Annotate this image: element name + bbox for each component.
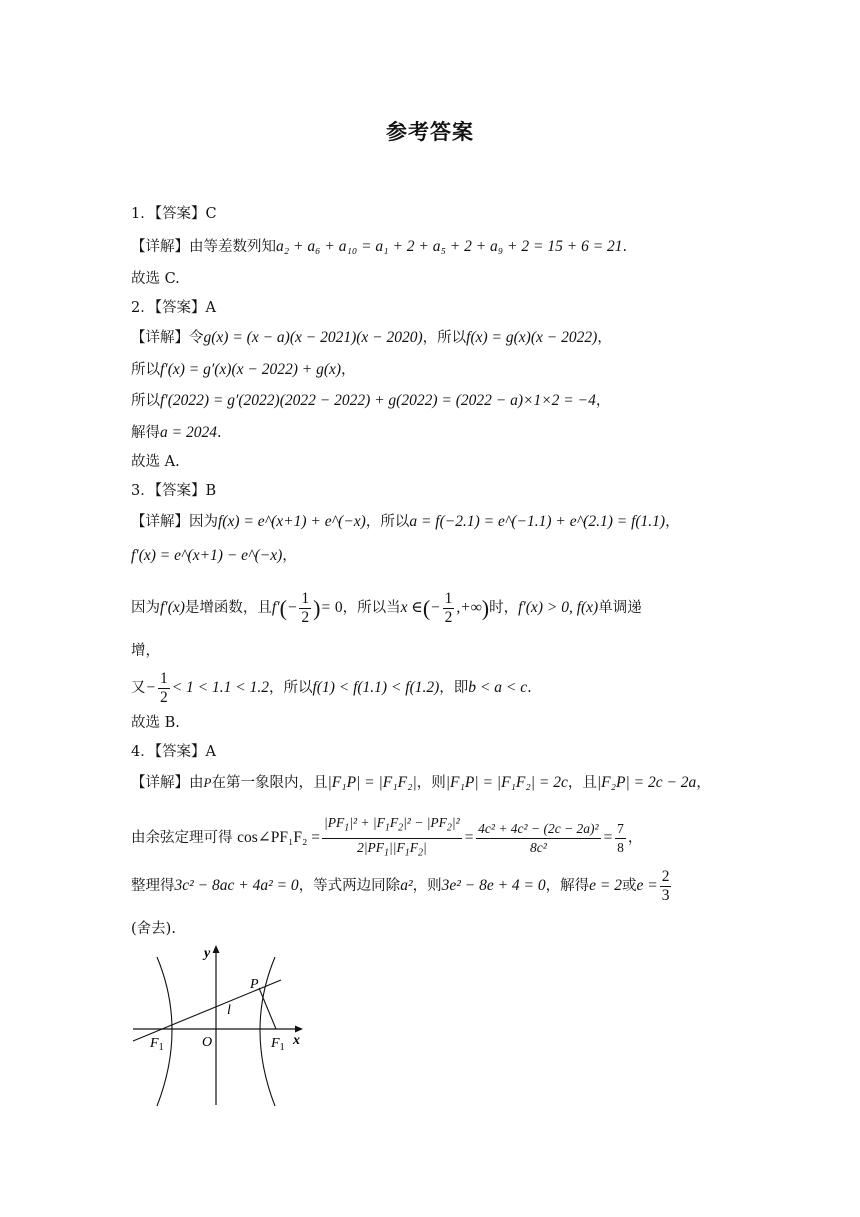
q2-line4-math: a = 2024 — [160, 424, 217, 441]
q3-line4-mid: ，所以 — [268, 680, 313, 696]
q2-line2-end: ， — [341, 362, 356, 378]
y-axis-arrow-icon — [213, 945, 220, 953]
left-focus-label — [149, 1036, 164, 1053]
hyperbola-diagram — [131, 940, 311, 1112]
q4-line2-end: ， — [627, 830, 643, 847]
q2-line4-prefix: 解得 — [131, 425, 160, 441]
q2-line3-end: ， — [595, 393, 611, 409]
q3-line1-end: ， — [665, 514, 680, 530]
q2-line1-mid: ，所以 — [422, 330, 467, 346]
q4-answer: 4．【答案】A — [131, 744, 216, 760]
q4-line3-math-b: 3e² − 8e + 4 = 0 — [441, 877, 546, 894]
x-axis-arrow-icon — [295, 1026, 303, 1033]
q2-line1-math-a: g(x) = (x − a)(x − 2021)(x − 2020) — [203, 329, 423, 346]
q3-line4-math-b: f(1) < f(1.1) < f(1.2) — [312, 679, 440, 696]
q1-detail-math: a₂ + a₆ + a₁₀ = a₁ + 2 + a₅ + 2 + a₉ + 2 = 15 + 6 = 21 — [276, 238, 623, 255]
q3-line4-math: < 1 < 1.1 < 1.2 — [171, 679, 269, 696]
q2-line4 — [131, 422, 222, 444]
q3-fprime-neg-half: f′(− $\frac{1}{2}$ )= 0 — [271, 589, 343, 626]
x-axis-label: x — [293, 1033, 300, 1048]
q4-line1-math-b: |F₁P| = |F₁F₂| = 2c — [445, 774, 568, 791]
q3-line4-math-c: b < a < c — [468, 679, 528, 696]
q3-line4-mid2: ，即 — [439, 680, 469, 696]
q2-line4-end: . — [216, 425, 222, 441]
q4-seven-eighths: $\frac{7}{8}$ — [617, 820, 624, 855]
q4-line1-math-c: |F₂P| = 2c − 2a — [596, 774, 697, 791]
right-focus-label — [270, 1036, 285, 1053]
q4-line1-mid2: ，则 — [416, 775, 446, 791]
q3-line3-cond: f′(x) > 0, f(x) — [518, 599, 599, 616]
q3-line1-mid: ，所以 — [365, 514, 410, 530]
q4-line3-prefix: 整理得 — [131, 878, 175, 894]
q3-line3-mid1: 是增函数，且 — [184, 600, 272, 616]
q3-line3-end: 单调递 — [598, 600, 642, 616]
right-focus-subscript: 1 — [279, 1042, 285, 1053]
page-title: 参考答案 — [386, 120, 474, 144]
q3-line3-prefix: 因为 — [131, 600, 160, 616]
left-hyperbola-branch — [157, 957, 172, 1106]
q4-line3-mid3: ，解得 — [545, 878, 590, 894]
q3-line2 — [131, 545, 297, 567]
q2-line3 — [131, 390, 610, 412]
q2-line3-math: f′(2022) = g′(2022)(2022 − 2022) + g(2022) = (2022 − a)×1×2 = −4 — [160, 392, 596, 409]
q2-conclusion: 故选 A. — [131, 454, 180, 470]
q4-line1-math-a: |F₁P| = |F₁F₂| — [327, 774, 417, 791]
right-hyperbola-branch — [260, 957, 275, 1106]
q4-line3 — [131, 866, 673, 906]
q3-line3 — [131, 588, 642, 628]
q3-line3-cont: 增， — [131, 643, 160, 659]
line-l — [133, 980, 281, 1041]
q2-line2 — [131, 359, 356, 381]
q3-conclusion: 故选 B. — [131, 715, 180, 731]
q4-line3-a2: a² — [400, 877, 413, 894]
q3-line2-end: ， — [282, 548, 297, 564]
point-p-label: P — [250, 977, 259, 992]
line-l-label: l — [227, 1003, 231, 1018]
q3-line4-end: . — [527, 680, 532, 696]
q3-neg-half: − $\frac{1}{2}$ — [145, 669, 168, 706]
q4-line1-mid1: 在第一象限内，且 — [211, 775, 328, 791]
q4-line2-cos: cos∠PF₁F₂ = — [237, 829, 321, 847]
q1-detail-end: . — [622, 239, 628, 255]
q3-answer: 3．【答案】B — [131, 483, 217, 499]
q1-detail — [131, 236, 627, 258]
q4-line1-p: P — [203, 775, 212, 790]
left-focus-subscript: 1 — [158, 1042, 164, 1053]
q4-line3-mid2: ，则 — [412, 878, 442, 894]
q3-line3-mid3: 时， — [489, 600, 519, 616]
q3-line3-fx: f′(x) — [160, 599, 185, 616]
q2-line1 — [131, 327, 612, 349]
q3-line1 — [131, 511, 680, 533]
q4-line3-or: 或 — [621, 878, 637, 894]
q4-line3-math-d: e = — [636, 877, 658, 894]
q2-line1-math-b: f(x) = g(x)(x − 2022) — [466, 329, 598, 346]
q4-line2: 由余弦定理可得 cos∠PF₁F₂ = $\frac{|PF_1|^2 + |F_1F_2|^2 - |PF_2|^2}{2|PF_1||F_1F_2|}$ = $\frac{\text{4c² + 4c² − (2c − 2a)²}}{\text{8c²}}$ = $\frac{7}{8}$ ， — [131, 814, 642, 862]
y-axis-label: y — [204, 946, 211, 961]
q3-line4-prefix: 又 — [131, 680, 146, 696]
q4-c-fraction: $\frac{\text{4c² + 4c² − (2c − 2a)²}}{\text{8c²}}$ — [478, 820, 599, 855]
q4-line1-end: ， — [696, 775, 711, 791]
q1-answer: 1．【答案】C — [131, 206, 217, 222]
q3-line1-math-b: a = f(−2.1) = e^(−1.1) + e^(2.1) = f(1.1) — [409, 513, 666, 530]
q3-line1-math-a: f(x) = e^(x+1) + e^(−x) — [218, 513, 366, 530]
left-focus-letter: F — [150, 1036, 159, 1051]
q4-two-thirds: $\frac{2}{3}$ — [661, 867, 670, 904]
q2-line2-math: f′(x) = g′(x)(x − 2022) + g(x) — [160, 361, 342, 378]
hyperbola-figure — [131, 940, 311, 1116]
q2-line2-prefix: 所以 — [131, 362, 160, 378]
q4-line3-math-a: 3c² − 8ac + 4a² = 0 — [174, 877, 299, 894]
q4-cos-fraction: $\frac{|PF_1|^2 + |F_1F_2|^2 - |PF_2|^2}{2|PF_1||F_1F_2|}$ — [324, 815, 460, 859]
q3-line1-prefix: 【详解】因为 — [131, 514, 218, 530]
q2-answer: 2．【答案】A — [131, 300, 216, 316]
q4-line3-mid1: ，等式两边同除 — [298, 878, 401, 894]
origin-label: O — [202, 1035, 213, 1050]
q4-line1-prefix: 【详解】由 — [131, 775, 204, 791]
q3-line3-mid2: ，所以当 — [342, 600, 401, 616]
q3-line2-math: f′(x) = e^(x+1) − e^(−x) — [131, 547, 283, 564]
q2-line1-prefix: 【详解】令 — [131, 330, 204, 346]
q4-line1 — [131, 772, 711, 794]
q4-line4: (舍去). — [131, 921, 176, 937]
q4-line1-mid3: ，且 — [567, 775, 597, 791]
q1-detail-prefix: 【详解】由等差数列知 — [131, 239, 276, 255]
q4-line3-math-c: e = 2 — [589, 877, 622, 894]
q4-line2-prefix: 由余弦定理可得 — [131, 830, 233, 847]
q2-line1-end: ， — [597, 330, 612, 346]
q2-line3-prefix: 所以 — [131, 393, 160, 409]
right-focus-letter: F — [271, 1036, 280, 1051]
q3-line4 — [131, 668, 532, 708]
q1-conclusion: 故选 C. — [131, 271, 180, 287]
q3-interval: x ∈(− $\frac{1}{2}$ ,+∞) — [400, 589, 490, 626]
